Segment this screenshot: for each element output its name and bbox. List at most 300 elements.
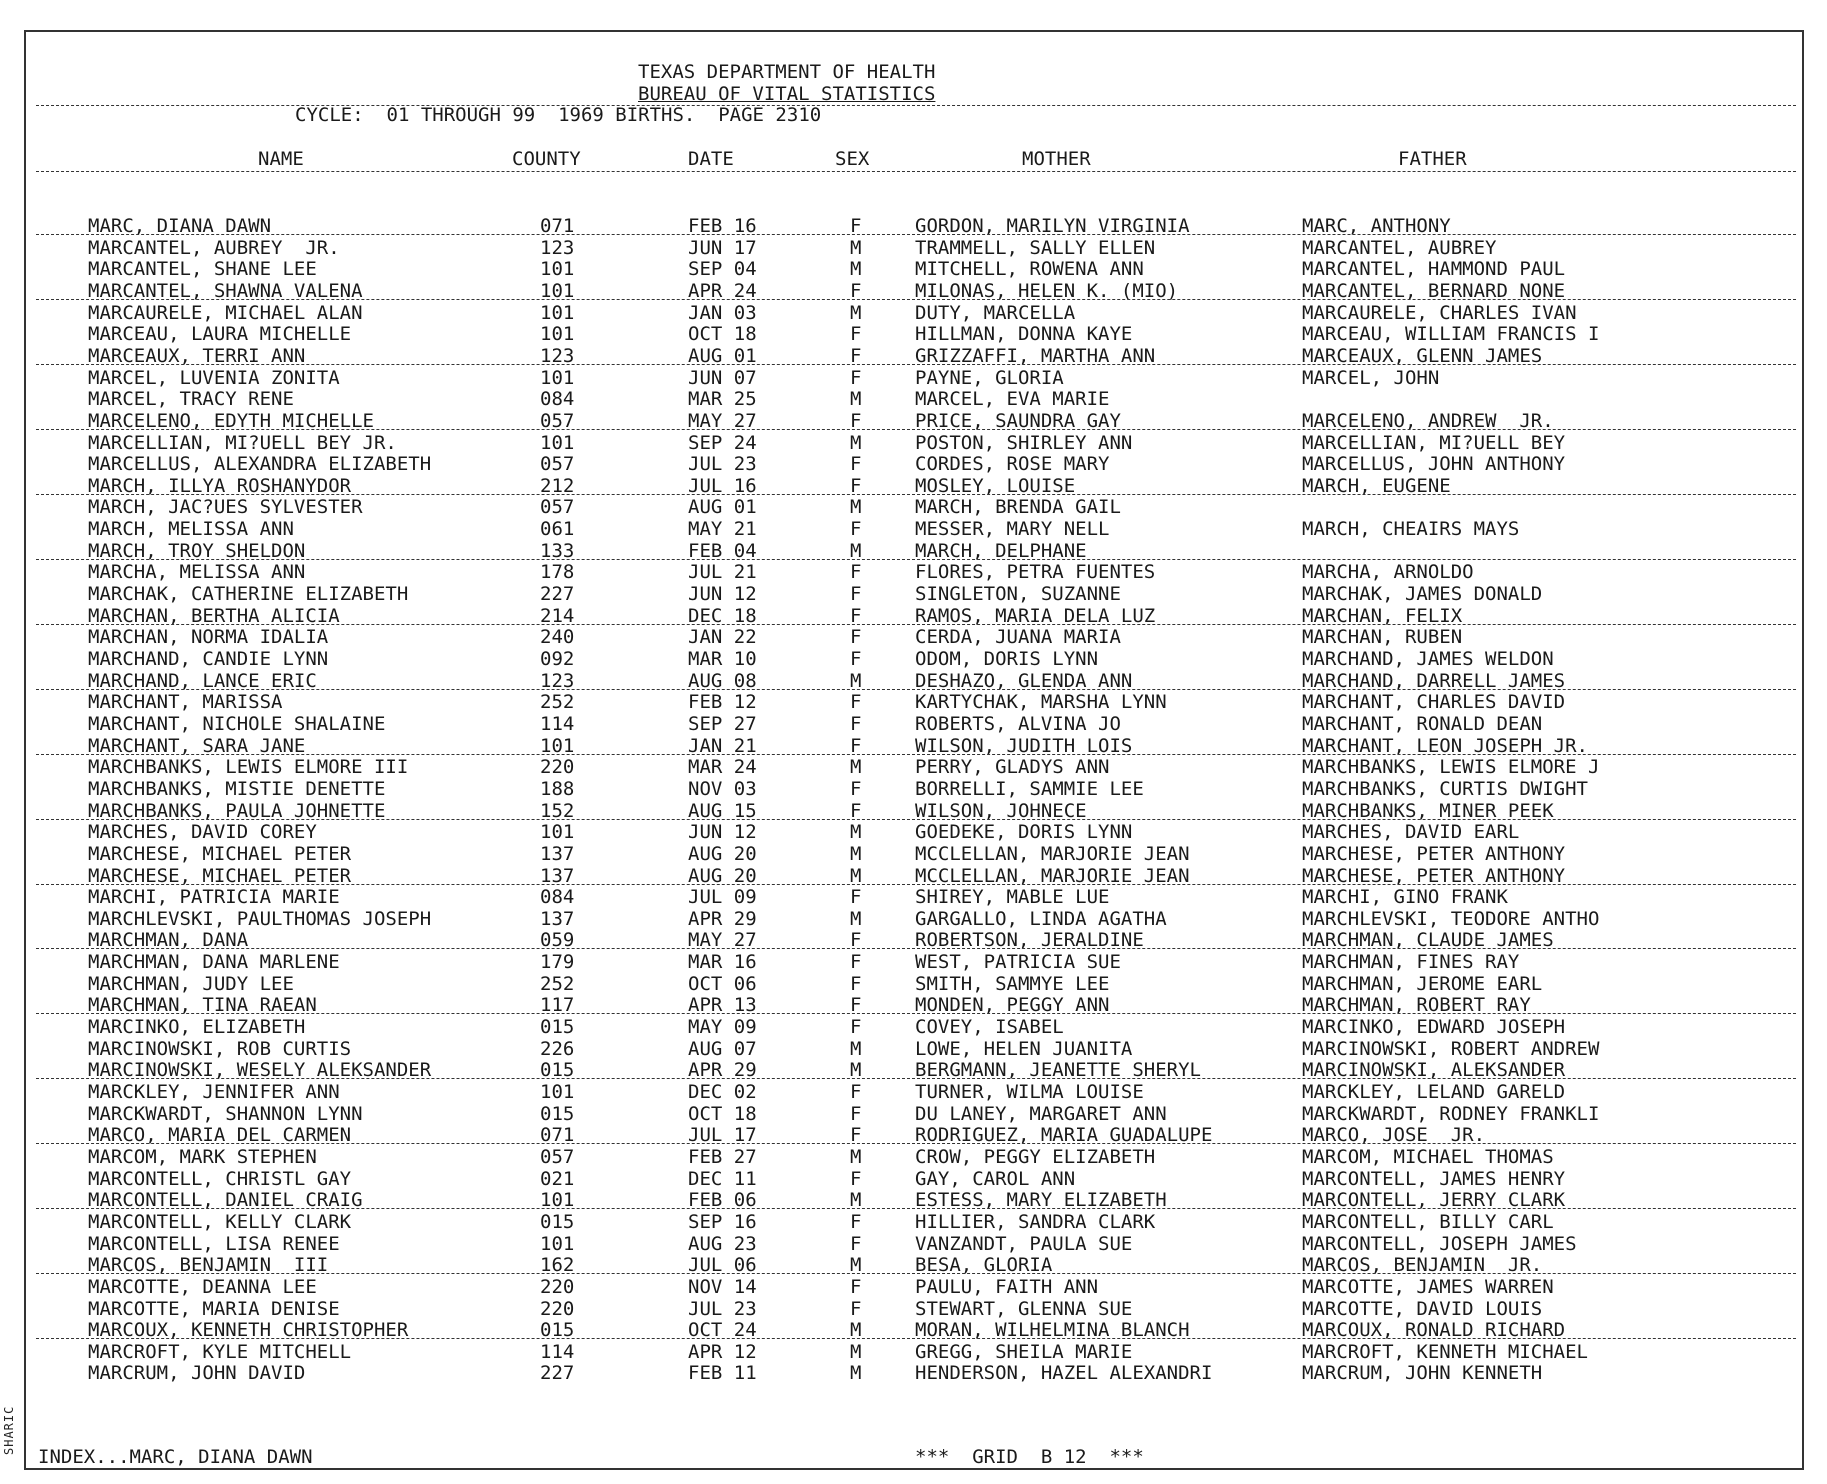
cell-mother: FLORES, PETRA FUENTES [915,561,1156,584]
cell-father: MARCHLEVSKI, TEODORE ANTHO [1302,907,1600,930]
cell-date: JUL 09 [688,886,757,909]
cell-county: 114 [540,712,575,735]
footer-grid: *** GRID B 12 *** [915,1446,1144,1468]
cell-date: JAN 21 [688,734,757,757]
cell-county: 137 [540,864,575,887]
cell-father: MARCHMAN, FINES RAY [1302,951,1520,974]
cell-mother: MARCEL, EVA MARIE [915,388,1110,411]
cell-father: MARCOS, BENJAMIN JR. [1302,1254,1543,1277]
cell-sex: F [850,561,862,584]
cell-father: MARCEL, JOHN [1302,366,1440,389]
cell-mother: HILLIER, SANDRA CLARK [915,1210,1156,1233]
cell-father: MARCHAK, JAMES DONALD [1302,583,1543,606]
cell-date: APR 29 [688,1059,757,1082]
cell-county: 114 [540,1340,575,1363]
cell-county: 015 [540,1319,575,1342]
cell-county: 212 [540,474,575,497]
table-row [0,302,1827,324]
cell-sex: F [850,1016,862,1039]
table-row [0,929,1827,951]
cell-mother: GAY, CAROL ANN [915,1167,1076,1190]
cell-sex: M [850,236,862,259]
cell-sex: F [850,1275,862,1298]
cell-sex: M [850,842,862,865]
table-row [0,1016,1827,1038]
cell-date: FEB 12 [688,691,757,714]
cell-county: 015 [540,1210,575,1233]
cell-county: 226 [540,1037,575,1060]
cell-county: 101 [540,734,575,757]
cell-mother: DU LANEY, MARGARET ANN [915,1102,1167,1125]
cell-mother: RAMOS, MARIA DELA LUZ [915,604,1156,627]
cell-sex: F [850,712,862,735]
cell-name: MARCANTEL, AUBREY JR. [88,236,340,259]
table-row [0,258,1827,280]
cell-sex: M [850,1319,862,1342]
cell-mother: MITCHELL, ROWENA ANN [915,258,1144,281]
cell-father: MARCONTELL, BILLY CARL [1302,1210,1554,1233]
cell-county: 178 [540,561,575,584]
col-header-name: NAME [258,148,304,170]
cell-mother: MILONAS, HELEN K. (MIO) [915,279,1179,302]
cell-date: OCT 06 [688,972,757,995]
table-row [0,865,1827,887]
cell-father: MARCOTTE, DAVID LOUIS [1302,1297,1543,1320]
cell-county: 101 [540,323,575,346]
cell-name: MARC, DIANA DAWN [88,215,272,237]
cell-sex: M [850,1362,862,1385]
cell-sex: F [850,1102,862,1125]
table-row [0,518,1827,540]
cell-sex: M [850,907,862,930]
cell-mother: KARTYCHAK, MARSHA LYNN [915,691,1167,714]
cell-mother: CORDES, ROSE MARY [915,453,1110,476]
cell-date: MAR 16 [688,951,757,974]
cell-county: 101 [540,1232,575,1255]
cell-sex: F [850,1167,862,1190]
cell-county: 101 [540,366,575,389]
table-row [0,1211,1827,1233]
cell-mother: BORRELLI, SAMMIE LEE [915,777,1144,800]
table-row [0,605,1827,627]
cell-date: MAY 27 [688,409,757,432]
cell-name: MARCEAU, LAURA MICHELLE [88,323,352,346]
cell-father: MARCHANT, RONALD DEAN [1302,712,1543,735]
cell-father: MARCELENO, ANDREW JR. [1302,409,1554,432]
table-row [0,1059,1827,1081]
cell-name: MARCHMAN, DANA MARLENE [88,951,340,974]
cell-father: MARCKWARDT, RODNEY FRANKLI [1302,1102,1600,1125]
cell-date: AUG 15 [688,799,757,822]
table-row [0,540,1827,562]
cell-father: MARCINKO, EDWARD JOSEPH [1302,1016,1566,1039]
cell-county: 057 [540,496,575,519]
cell-date: MAY 27 [688,929,757,952]
table-row [0,1319,1827,1341]
cell-father: MARCINOWSKI, ROBERT ANDREW [1302,1037,1600,1060]
cell-date: JUN 12 [688,583,757,606]
cell-county: 137 [540,907,575,930]
cell-name: MARCHAND, LANCE ERIC [88,669,317,692]
cell-sex: F [850,799,862,822]
cell-mother: PRICE, SAUNDRA GAY [915,409,1121,432]
cell-county: 059 [540,929,575,952]
cell-name: MARCEL, TRACY RENE [88,388,294,411]
cell-date: SEP 24 [688,431,757,454]
cell-father: MARCROFT, KENNETH MICHAEL [1302,1340,1588,1363]
cell-mother: GARGALLO, LINDA AGATHA [915,907,1167,930]
table-row [0,1038,1827,1060]
cell-sex: F [850,929,862,952]
table-row [0,280,1827,302]
cell-name: MARCELENO, EDYTH MICHELLE [88,409,374,432]
cell-date: APR 24 [688,279,757,302]
cell-name: MARCHBANKS, LEWIS ELMORE III [88,756,409,779]
cell-sex: F [850,453,862,476]
cell-date: MAR 24 [688,756,757,779]
cell-date: DEC 18 [688,604,757,627]
table-row [0,1341,1827,1363]
cell-mother: GORDON, MARILYN VIRGINIA [915,215,1190,237]
cell-sex: F [850,734,862,757]
cell-date: DEC 02 [688,1081,757,1103]
cell-sex: M [850,496,862,519]
table-row [0,1362,1827,1384]
cell-county: 252 [540,972,575,995]
table-row [0,1233,1827,1255]
cell-name: MARCONTELL, LISA RENEE [88,1232,340,1255]
cell-sex: M [850,1189,862,1212]
cell-father: MARCINOWSKI, ALEKSANDER [1302,1059,1566,1082]
cell-mother: GOEDEKE, DORIS LYNN [915,821,1133,844]
cell-sex: F [850,215,862,237]
cell-name: MARCOM, MARK STEPHEN [88,1145,317,1168]
cell-sex: F [850,409,862,432]
cell-sex: F [850,1210,862,1233]
cell-name: MARCKWARDT, SHANNON LYNN [88,1102,363,1125]
table-row [0,713,1827,735]
cell-mother: GRIZZAFFI, MARTHA ANN [915,344,1156,367]
cell-father: MARCH, EUGENE [1302,474,1451,497]
cell-county: 214 [540,604,575,627]
cell-father: MARCHAND, DARRELL JAMES [1302,669,1566,692]
cell-sex: F [850,366,862,389]
cell-mother: HILLMAN, DONNA KAYE [915,323,1133,346]
cell-name: MARCHAND, CANDIE LYNN [88,648,329,670]
cell-mother: CERDA, JUANA MARIA [915,626,1121,649]
cell-sex: M [850,756,862,779]
cell-mother: DESHAZO, GLENDA ANN [915,669,1133,692]
cell-sex: M [850,431,862,454]
column-header-divider [36,171,1796,172]
table-row [0,648,1827,670]
cell-sex: F [850,777,862,800]
cell-sex: F [850,886,862,909]
cell-date: JUN 12 [688,821,757,844]
cell-county: 071 [540,215,575,237]
cell-date: AUG 08 [688,669,757,692]
table-row [0,994,1827,1016]
cell-county: 123 [540,236,575,259]
cell-date: SEP 04 [688,258,757,281]
cell-county: 057 [540,1145,575,1168]
cell-name: MARCONTELL, CHRISTL GAY [88,1167,352,1190]
cell-date: NOV 03 [688,777,757,800]
header-title: TEXAS DEPARTMENT OF HEALTH [638,61,936,83]
col-header-sex: SEX [835,148,870,170]
table-row [0,237,1827,259]
cell-name: MARCINOWSKI, WESELY ALEKSANDER [88,1059,432,1082]
table-row [0,778,1827,800]
cell-mother: PERRY, GLADYS ANN [915,756,1110,779]
cell-sex: F [850,994,862,1017]
footer-index: INDEX...MARC, DIANA DAWN [38,1446,313,1468]
cell-father: MARCHAN, RUBEN [1302,626,1463,649]
cell-date: JUL 16 [688,474,757,497]
cell-county: 133 [540,539,575,562]
cell-name: MARCHANT, MARISSA [88,691,283,714]
cell-name: MARCHBANKS, MISTIE DENETTE [88,777,386,800]
cell-date: AUG 20 [688,864,757,887]
cell-name: MARCHMAN, DANA [88,929,249,952]
table-row [0,561,1827,583]
cell-name: MARCROFT, KYLE MITCHELL [88,1340,352,1363]
cell-father: MARCAURELE, CHARLES IVAN [1302,301,1577,324]
cell-name: MARCANTEL, SHAWNA VALENA [88,279,363,302]
cell-county: 015 [540,1016,575,1039]
cell-sex: F [850,951,862,974]
cell-father: MARCHMAN, ROBERT RAY [1302,994,1531,1017]
cell-sex: M [850,864,862,887]
cell-sex: F [850,344,862,367]
table-row [0,843,1827,865]
cell-date: OCT 18 [688,1102,757,1125]
cell-father: MARCHES, DAVID EARL [1302,821,1520,844]
cell-mother: PAULU, FAITH ANN [915,1275,1099,1298]
cell-sex: F [850,691,862,714]
cell-father: MARCANTEL, HAMMOND PAUL [1302,258,1566,281]
cell-sex: F [850,1297,862,1320]
cell-date: FEB 11 [688,1362,757,1385]
cell-county: 220 [540,756,575,779]
cell-name: MARCAURELE, MICHAEL ALAN [88,301,363,324]
cell-date: JUL 21 [688,561,757,584]
cell-date: FEB 06 [688,1189,757,1212]
cell-mother: BESA, GLORIA [915,1254,1053,1277]
cell-county: 101 [540,301,575,324]
cell-county: 227 [540,1362,575,1385]
cell-date: MAR 10 [688,648,757,670]
cell-name: MARCH, TROY SHELDON [88,539,306,562]
cell-sex: F [850,1232,862,1255]
cell-sex: M [850,1340,862,1363]
table-row [0,821,1827,843]
table-row [0,583,1827,605]
cell-mother: TRAMMELL, SALLY ELLEN [915,236,1156,259]
cell-county: 179 [540,951,575,974]
cell-sex: F [850,279,862,302]
cell-county: 162 [540,1254,575,1277]
cell-mother: MORAN, WILHELMINA BLANCH [915,1319,1190,1342]
cell-name: MARCINOWSKI, ROB CURTIS [88,1037,352,1060]
cell-father: MARCHESE, PETER ANTHONY [1302,864,1566,887]
cell-sex: M [850,301,862,324]
cell-father: MARCHBANKS, LEWIS ELMORE J [1302,756,1600,779]
cell-name: MARCHAN, NORMA IDALIA [88,626,329,649]
table-row [0,800,1827,822]
cell-name: MARCONTELL, DANIEL CRAIG [88,1189,363,1212]
cell-name: MARCHA, MELISSA ANN [88,561,306,584]
cell-county: 071 [540,1124,575,1147]
cell-county: 123 [540,344,575,367]
cell-father: MARCHANT, LEON JOSEPH JR. [1302,734,1588,757]
table-row [0,735,1827,757]
cell-father: MARCHMAN, CLAUDE JAMES [1302,929,1554,952]
cell-mother: COVEY, ISABEL [915,1016,1064,1039]
cell-sex: M [850,821,862,844]
cell-mother: SMITH, SAMMYE LEE [915,972,1110,995]
cell-sex: F [850,972,862,995]
cell-date: MAR 25 [688,388,757,411]
cell-father: MARCONTELL, JOSEPH JAMES [1302,1232,1577,1255]
cell-date: AUG 23 [688,1232,757,1255]
table-row [0,670,1827,692]
cell-date: JUL 23 [688,453,757,476]
cell-name: MARCEL, LUVENIA ZONITA [88,366,340,389]
cell-sex: M [850,1059,862,1082]
cell-county: 101 [540,821,575,844]
cell-date: APR 13 [688,994,757,1017]
cell-county: 101 [540,279,575,302]
cell-date: JAN 03 [688,301,757,324]
cell-date: JUN 07 [688,366,757,389]
cell-name: MARCHANT, SARA JANE [88,734,306,757]
cell-father: MARCONTELL, JAMES HENRY [1302,1167,1566,1190]
cell-date: FEB 04 [688,539,757,562]
cell-father: MARCHA, ARNOLDO [1302,561,1474,584]
cell-name: MARCH, MELISSA ANN [88,518,294,541]
cell-date: OCT 24 [688,1319,757,1342]
cell-mother: SINGLETON, SUZANNE [915,583,1121,606]
side-label: SHARIC [2,1405,16,1455]
cell-county: 101 [540,258,575,281]
cell-father: MARCH, CHEAIRS MAYS [1302,518,1520,541]
cell-county: 015 [540,1102,575,1125]
cell-mother: GREGG, SHEILA MARIE [915,1340,1133,1363]
table-row [0,475,1827,497]
table-row [0,886,1827,908]
table-row [0,432,1827,454]
cell-sex: M [850,388,862,411]
cell-date: DEC 11 [688,1167,757,1190]
table-row [0,908,1827,930]
cell-county: 220 [540,1275,575,1298]
cell-mother: WEST, PATRICIA SUE [915,951,1121,974]
cell-sex: F [850,583,862,606]
cell-date: OCT 18 [688,323,757,346]
cell-sex: F [850,604,862,627]
cell-name: MARCOTTE, DEANNA LEE [88,1275,317,1298]
cell-date: SEP 16 [688,1210,757,1233]
cell-sex: F [850,323,862,346]
cell-date: NOV 14 [688,1275,757,1298]
col-header-father: FATHER [1398,148,1467,170]
cell-name: MARCHESE, MICHAEL PETER [88,864,352,887]
cell-date: SEP 27 [688,712,757,735]
cell-county: 220 [540,1297,575,1320]
header-subtitle: BUREAU OF VITAL STATISTICS [638,83,936,105]
table-row [0,1189,1827,1211]
cell-date: FEB 27 [688,1145,757,1168]
cell-mother: POSTON, SHIRLEY ANN [915,431,1133,454]
cell-date: APR 29 [688,907,757,930]
header-cycle: CYCLE: 01 THROUGH 99 1969 BIRTHS. PAGE 2310 [295,104,822,126]
cell-county: 015 [540,1059,575,1082]
cell-sex: M [850,1254,862,1277]
cell-sex: F [850,626,862,649]
table-row [0,1298,1827,1320]
cell-father: MARCEAU, WILLIAM FRANCIS I [1302,323,1600,346]
table-row [0,1146,1827,1168]
table-row [0,1124,1827,1146]
cell-sex: F [850,1124,862,1147]
cell-father: MARCANTEL, AUBREY [1302,236,1497,259]
cell-name: MARCHI, PATRICIA MARIE [88,886,340,909]
cell-father: MARCRUM, JOHN KENNETH [1302,1362,1543,1385]
table-row [0,453,1827,475]
cell-sex: F [850,518,862,541]
cell-mother: STEWART, GLENNA SUE [915,1297,1133,1320]
cell-name: MARCOUX, KENNETH CHRISTOPHER [88,1319,409,1342]
cell-date: AUG 20 [688,842,757,865]
cell-father: MARCHMAN, JEROME EARL [1302,972,1543,995]
cell-county: 057 [540,453,575,476]
cell-mother: WILSON, JOHNECE [915,799,1087,822]
cell-name: MARCKLEY, JENNIFER ANN [88,1081,340,1103]
cell-father: MARCEAUX, GLENN JAMES [1302,344,1543,367]
cell-name: MARCH, ILLYA ROSHANYDOR [88,474,352,497]
cell-mother: SHIREY, MABLE LUE [915,886,1110,909]
table-row [0,388,1827,410]
cell-county: 092 [540,648,575,670]
cell-name: MARCELLIAN, MI?UELL BEY JR. [88,431,397,454]
cell-name: MARCELLUS, ALEXANDRA ELIZABETH [88,453,432,476]
cell-county: 061 [540,518,575,541]
cell-mother: CROW, PEGGY ELIZABETH [915,1145,1156,1168]
cell-date: APR 12 [688,1340,757,1363]
cell-mother: MONDEN, PEGGY ANN [915,994,1110,1017]
cell-name: MARCHESE, MICHAEL PETER [88,842,352,865]
cell-father: MARC, ANTHONY [1302,215,1451,237]
cell-name: MARCONTELL, KELLY CLARK [88,1210,352,1233]
cell-county: 188 [540,777,575,800]
table-row [0,323,1827,345]
cell-name: MARCHAK, CATHERINE ELIZABETH [88,583,409,606]
cell-mother: RODRIGUEZ, MARIA GUADALUPE [915,1124,1213,1147]
cell-mother: ESTESS, MARY ELIZABETH [915,1189,1167,1212]
cell-county: 240 [540,626,575,649]
cell-mother: ODOM, DORIS LYNN [915,648,1099,670]
cell-county: 084 [540,886,575,909]
cell-date: JUL 23 [688,1297,757,1320]
cell-county: 021 [540,1167,575,1190]
cell-county: 137 [540,842,575,865]
table-row [0,973,1827,995]
cell-father: MARCELLUS, JOHN ANTHONY [1302,453,1566,476]
cell-father: MARCHI, GINO FRANK [1302,886,1508,909]
cell-sex: M [850,258,862,281]
cell-name: MARCHES, DAVID COREY [88,821,317,844]
